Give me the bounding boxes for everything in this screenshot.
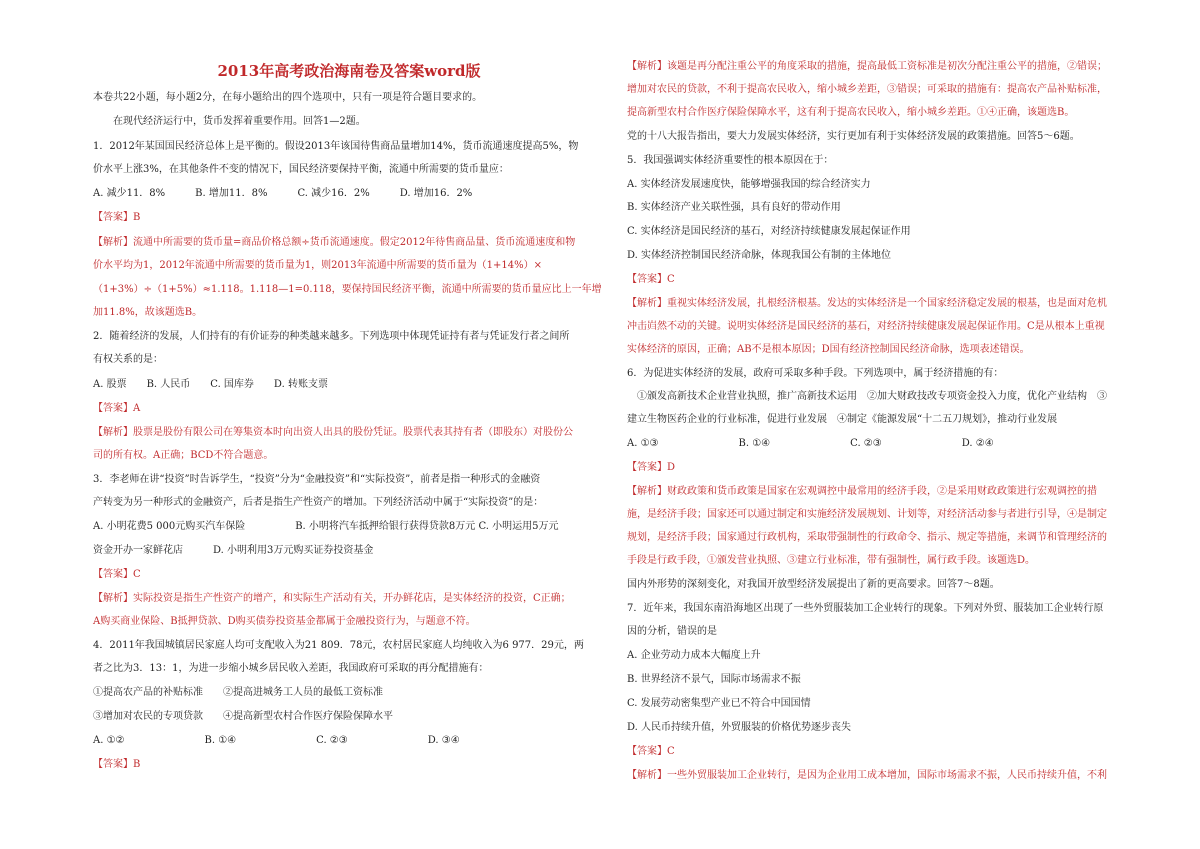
answer-line: 【答案】C — [627, 746, 675, 757]
text-line: A. 小明花费5 000元购买汽车保险 B. 小明将汽车抵押给银行获得贷款8万元 C. 小明运用5万元 — [93, 521, 559, 532]
text-line: A. 股票 B. 人民币 C. 国库券 D. 转账支票 — [93, 379, 328, 390]
explanation-line: 规划，是经济手段；国家通过行政机构，采取带强制性的行政命令、指示、规定等措施，来调节和管理经济的 — [627, 532, 1107, 543]
text-line: 5．我国强调实体经济重要性的根本原因在于： — [627, 155, 834, 166]
answer-line: 【答案】B — [93, 212, 141, 223]
text-line: B. 世界经济不景气，国际市场需求不振 — [627, 674, 801, 685]
text-line: A. 减少11．8% B. 增加11．8% C. 减少16．2% D. 增加16．2% — [93, 188, 473, 199]
explanation-line: A购买商业保险、B抵押贷款、D购买债券投资基金都属于金融投资行为，与题意不符。 — [93, 616, 476, 627]
text-line: B. 实体经济产业关联性强，具有良好的带动作用 — [627, 202, 841, 213]
text-line: C. 实体经济是国民经济的基石，对经济持续健康发展起保证作用 — [627, 226, 911, 237]
text-line: 资金开办一家鲜花店 D. 小明利用3万元购买证券投资基金 — [93, 545, 374, 556]
text-line: 4．2011年我国城镇居民家庭人均可支配收入为21 809．78元，农村居民家庭人均纯收入为6 977．29元，两 — [93, 640, 584, 651]
text-line: A. ①③ B. ①④ C. ②③ D. ②④ — [627, 438, 994, 449]
text-line: A. 实体经济发展速度快，能够增强我国的综合经济实力 — [627, 179, 871, 190]
text-line: D. 实体经济控制国民经济命脉，体现我国公有制的主体地位 — [627, 250, 892, 261]
text-line: ①颁发高新技术企业营业执照，推广高新技术运用 ②加大财政技改专项资金投入力度，优化产业结构 ③ — [627, 391, 1107, 402]
explanation-line: 【解析】流通中所需要的货币量=商品价格总额÷货币流通速度。假定2012年待售商品量、货币流通速度和物 — [93, 237, 576, 248]
explanation-line: 施，是经济手段；国家还可以通过制定和实施经济发展规划、计划等，对经济活动参与者进行引导，④是制定 — [627, 509, 1107, 520]
answer-line: 【答案】B — [93, 759, 141, 770]
explanation-line: 【解析】实际投资是指生产性资产的增产，和实际生产活动有关，开办鲜花店，是实体经济的投资，C正确； — [93, 593, 571, 604]
answer-line: 【答案】A — [93, 403, 141, 414]
explanation-line: 加11.8%，故该题选B。 — [93, 307, 203, 318]
text-line: 1．2012年某国国民经济总体上是平衡的。假设2013年该国待售商品量增加14%，货币流通速度提高5%，物 — [93, 141, 579, 152]
explanation-line: 【解析】股票是股份有限公司在筹集资本时向出资人出具的股份凭证。股票代表其持有者（即股东）对股份公 — [93, 427, 573, 438]
explanation-line: 司的所有权。A正确；BCD不符合题意。 — [93, 450, 274, 461]
answer-line: 【答案】C — [627, 274, 675, 285]
answer-line: 【答案】D — [627, 462, 676, 473]
explanation-line: 【解析】该题是再分配注重公平的角度采取的措施，提高最低工资标准是初次分配注重公平的措施，②错误； — [627, 61, 1107, 72]
text-line: 价水平上涨3%，在其他条件不变的情况下，国民经济要保持平衡，流通中所需要的货币量应： — [93, 164, 509, 175]
text-line: D. 人民币持续升值，外贸服装的价格优势逐步丧失 — [627, 722, 852, 733]
text-line: ①提高农产品的补贴标准 ②提高进城务工人员的最低工资标准 — [93, 687, 383, 698]
text-line: 建立生物医药企业的行业标准，促进行业发展 ④制定《能源发展“十二五刀规划》，推动行业发展 — [627, 414, 1058, 425]
explanation-line: （1+3%）÷（1+5%）≈1.118。1.118—1=0.118，要保持国民经济平衡，流通中所需要的货币量应比上一年增 — [93, 284, 602, 295]
text-line: 本卷共22小题，每小题2分，在每小题给出的四个选项中，只有一项是符合题目要求的。 — [93, 92, 483, 103]
text-line: 者之比为3．13：1，为进一步缩小城乡居民收入差距，我国政府可采取的再分配措施有： — [93, 663, 489, 674]
text-line: 在现代经济运行中，货币发挥着重要作用。回答1—2题。 — [93, 116, 366, 127]
document-title: 2013年高考政治海南卷及答案word版 — [217, 62, 481, 80]
text-line: 产转变为另一种形式的金融资产，后者是指生产性资产的增加。下列经济活动中属于“实际投资”的是： — [93, 497, 544, 508]
explanation-line: 增加对农民的贷款，不利于提高农民收入，缩小城乡差距，③错误；可采取的措施有：提高农产品补贴标准， — [627, 84, 1107, 95]
explanation-line: 价水平均为1，2012年流通中所需要的货币量为1，则2013年流通中所需要的货币量为（1+14%）× — [93, 260, 542, 271]
explanation-line: 提高新型农村合作医疗保险保障水平，这有利于提高农民收入，缩小城乡差距。①④正确，该题选B。 — [627, 107, 1075, 118]
answer-line: 【答案】C — [93, 569, 141, 580]
explanation-line: 【解析】财政政策和货币政策是国家在宏观调控中最常用的经济手段，②是采用财政政策进行宏观调控的措 — [627, 486, 1097, 497]
explanation-line: 【解析】一些外贸服装加工企业转行，是因为企业用工成本增加，国际市场需求不振，人民币持续升值，不利 — [627, 770, 1107, 781]
text-line: 6．为促进实体经济的发展，政府可采取多种手段。下列选项中，属于经济措施的有： — [627, 368, 1004, 379]
text-line: 因的分析，错误的是 — [627, 626, 717, 637]
explanation-line: 【解析】重视实体经济发展，扎根经济根基。发达的实体经济是一个国家经济稳定发展的根基，也是面对危机 — [627, 298, 1107, 309]
explanation-line: 实体经济的原因，正确；AB不是根本原因；D国有经济控制国民经济命脉，选项表述错误。 — [627, 344, 1030, 355]
text-line: 3．李老师在讲“投资”时告诉学生，“投资”分为“金融投资”和“实际投资”，前者是指一种形式的金融资 — [93, 474, 541, 485]
text-line: 有权关系的是： — [93, 354, 163, 365]
text-line: A. ①② B. ①④ C. ②③ D. ③④ — [93, 735, 460, 746]
text-line: 7．近年来，我国东南沿海地区出现了一些外贸服装加工企业转行的现象。下列对外贸、服装加工企业转行原 — [627, 603, 1104, 614]
text-line: C. 发展劳动密集型产业已不符合中国国情 — [627, 698, 811, 709]
text-line: A. 企业劳动力成本大幅度上升 — [627, 650, 761, 661]
text-line: ③增加对农民的专项贷款 ④提高新型农村合作医疗保险保障水平 — [93, 711, 393, 722]
explanation-line: 冲击岿然不动的关键。说明实体经济是国民经济的基石，对经济持续健康发展起保证作用。C是从根本上重视 — [627, 321, 1105, 332]
text-line: 国内外形势的深刻变化，对我国开放型经济发展提出了新的更高要求。回答7～8题。 — [627, 579, 1000, 590]
text-line: 党的十八大报告指出，要大力发展实体经济，实行更加有利于实体经济发展的政策措施。回答5～6题。 — [627, 131, 1080, 142]
explanation-line: 手段是行政手段，①颁发营业执照、③建立行业标准，带有强制性，属行政手段。该题选D。 — [627, 555, 1036, 566]
text-line: 2．随着经济的发展，人们持有的有价证券的种类越来越多。下列选项中体现凭证持有者与凭证发行者之间所 — [93, 331, 570, 342]
